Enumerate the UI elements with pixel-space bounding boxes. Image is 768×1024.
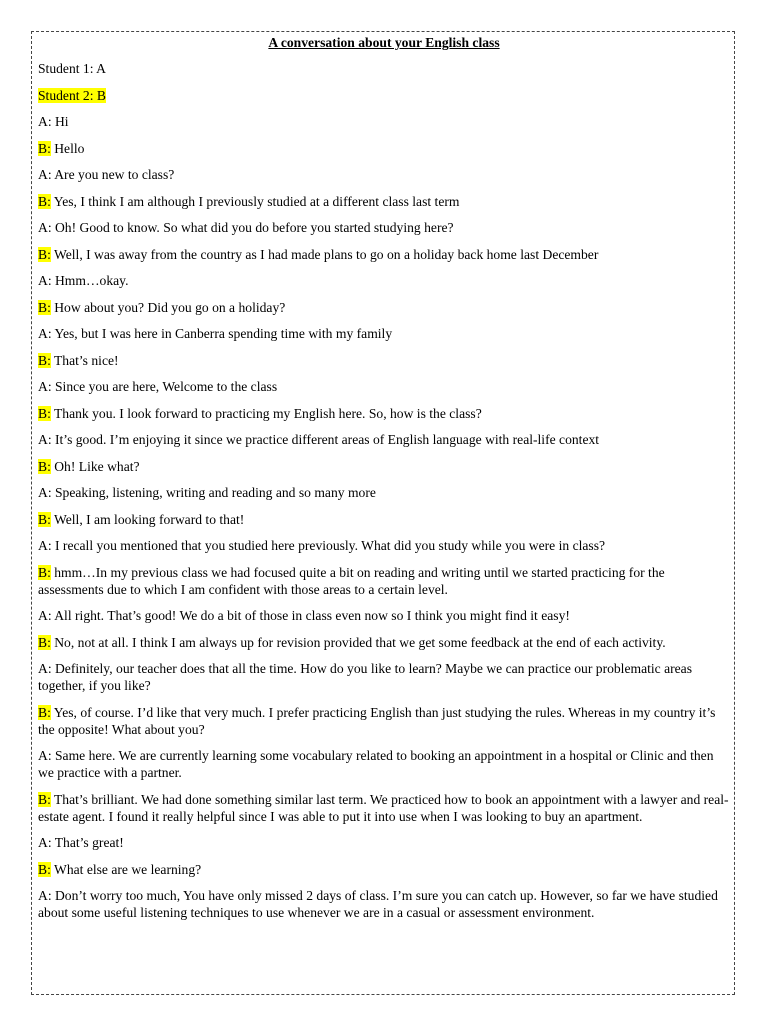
speaker-label: B:	[38, 246, 51, 262]
speaker-label: A:	[38, 661, 52, 676]
speaker-label: A:	[38, 835, 52, 850]
dialogue-line	[38, 564, 730, 598]
dialogue-line	[38, 607, 730, 624]
dialogue-text: That’s great!	[51, 835, 124, 850]
dialogue-text: It’s good. I’m enjoying it since we practice different areas of English language with real-life context	[51, 432, 600, 447]
speaker-label: B:	[38, 634, 51, 650]
dialogue-text: Don’t worry too much, You have only missed 2 days of class. I’m sure you can catch up. However, so far we have studied about some useful listening techniques to use whenever we are in a casual or assessment environment.	[38, 888, 718, 920]
dialogue-line	[38, 219, 730, 236]
speaker-label: A:	[38, 114, 52, 129]
dialogue-text: hmm…In my previous class we had focused quite a bit on reading and writing until we started practicing for the assessments due to which I am confident with those areas to a certain level.	[38, 564, 665, 597]
dialogue-text: That’s nice!	[50, 352, 119, 368]
dialogue-text: Speaking, listening, writing and reading and so many more	[51, 485, 376, 500]
dialogue-line	[38, 299, 730, 316]
dialogue-line	[38, 660, 730, 694]
dialogue-text: Yes, but I was here in Canberra spending time with my family	[51, 326, 393, 341]
speaker-label: B:	[38, 564, 51, 580]
dialogue-line	[38, 113, 730, 130]
dialogue-line	[38, 246, 730, 263]
dialogue-text: What else are we learning?	[50, 861, 202, 877]
dialogue-text: Yes, I think I am although I previously studied at a different class last term	[50, 193, 460, 209]
speaker-label: A:	[38, 485, 52, 500]
dialogue-line	[38, 378, 730, 395]
speaker-label: A:	[38, 326, 52, 341]
dialogue-line	[38, 140, 730, 157]
dialogue-line	[38, 634, 730, 651]
speaker-label: A:	[38, 538, 52, 553]
speaker-label: B:	[38, 704, 51, 720]
speaker-label: B:	[38, 861, 51, 877]
dialogue-line	[38, 431, 730, 448]
dialogue-line	[38, 704, 730, 738]
role-label: Student 1: A	[38, 61, 106, 76]
dialogue-line	[38, 791, 730, 825]
speaker-label: B:	[38, 791, 51, 807]
speaker-label: A:	[38, 379, 52, 394]
speaker-label: B:	[38, 299, 51, 315]
speaker-label: A:	[38, 273, 52, 288]
dialogue-line	[38, 166, 730, 183]
speaker-label: A:	[38, 748, 52, 763]
dialogue-text: Hmm…okay.	[51, 273, 129, 288]
speaker-label: A:	[38, 220, 52, 235]
dialogue-text: Well, I was away from the country as I had made plans to go on a holiday back home last December	[50, 246, 599, 262]
dialogue-line	[38, 484, 730, 501]
speaker-label: B:	[38, 140, 51, 156]
dialogue-line	[38, 511, 730, 528]
document-body	[38, 34, 730, 931]
role-label: Student 2: B	[38, 87, 106, 103]
speaker-label: B:	[38, 458, 51, 474]
dialogue-line	[38, 325, 730, 342]
speaker-label: B:	[38, 405, 51, 421]
dialogue-line	[38, 537, 730, 554]
dialogue-line	[38, 834, 730, 851]
dialogue-text: Definitely, our teacher does that all the time. How do you like to learn? Maybe we can practice our problematic areas together, if you like?	[38, 661, 693, 693]
dialogue-text: Since you are here, Welcome to the class	[51, 379, 278, 394]
dialogue-line	[38, 861, 730, 878]
dialogue-text: How about you? Did you go on a holiday?	[50, 299, 286, 315]
dialogue-line	[38, 272, 730, 289]
dialogue-line	[38, 193, 730, 210]
dialogue-line	[38, 352, 730, 369]
dialogue-text: Hello	[50, 140, 85, 156]
speaker-label: B:	[38, 193, 51, 209]
dialogue-text: All right. That’s good! We do a bit of those in class even now so I think you might find it easy!	[51, 608, 570, 623]
dialogue-text: Yes, of course. I’d like that very much. I prefer practicing English than just studying the rules. Whereas in my country it’s the opposite! What about you?	[38, 704, 716, 737]
dialogue-line	[38, 458, 730, 475]
dialogue-line	[38, 887, 730, 921]
speaker-label: A:	[38, 888, 52, 903]
speaker-label: A:	[38, 608, 52, 623]
speaker-label: B:	[38, 352, 51, 368]
dialogue-text: Same here. We are currently learning some vocabulary related to booking an appointment in a hospital or Clinic and then we practice with a partner.	[38, 748, 714, 780]
role-line	[38, 87, 730, 104]
dialogue-line	[38, 747, 730, 781]
dialogue-text: I recall you mentioned that you studied here previously. What did you study while you were in class?	[51, 538, 606, 553]
role-line	[38, 60, 730, 77]
dialogue-text: Oh! Like what?	[50, 458, 140, 474]
dialogue-text: Thank you. I look forward to practicing my English here. So, how is the class?	[50, 405, 482, 421]
dialogue-text: Are you new to class?	[51, 167, 175, 182]
speaker-label: A:	[38, 167, 52, 182]
document-title: A conversation about your English class	[268, 35, 500, 50]
dialogue-text: Hi	[51, 114, 69, 129]
dialogue-text: That’s brilliant. We had done something similar last term. We practiced how to book an appointment with a lawyer and real-estate agent. I found it really helpful since I was able to put it into use when I was looking to buy an apartment.	[38, 791, 729, 824]
speaker-label: B:	[38, 511, 51, 527]
role-list	[38, 60, 730, 104]
dialogue-text: No, not at all. I think I am always up for revision provided that we get some feedback at the end of each activity.	[50, 634, 666, 650]
speaker-label: A:	[38, 432, 52, 447]
dialogue-text: Oh! Good to know. So what did you do before you started studying here?	[51, 220, 454, 235]
dialogue-text: Well, I am looking forward to that!	[50, 511, 245, 527]
dialogue-line	[38, 405, 730, 422]
dialogue-list	[38, 113, 730, 921]
